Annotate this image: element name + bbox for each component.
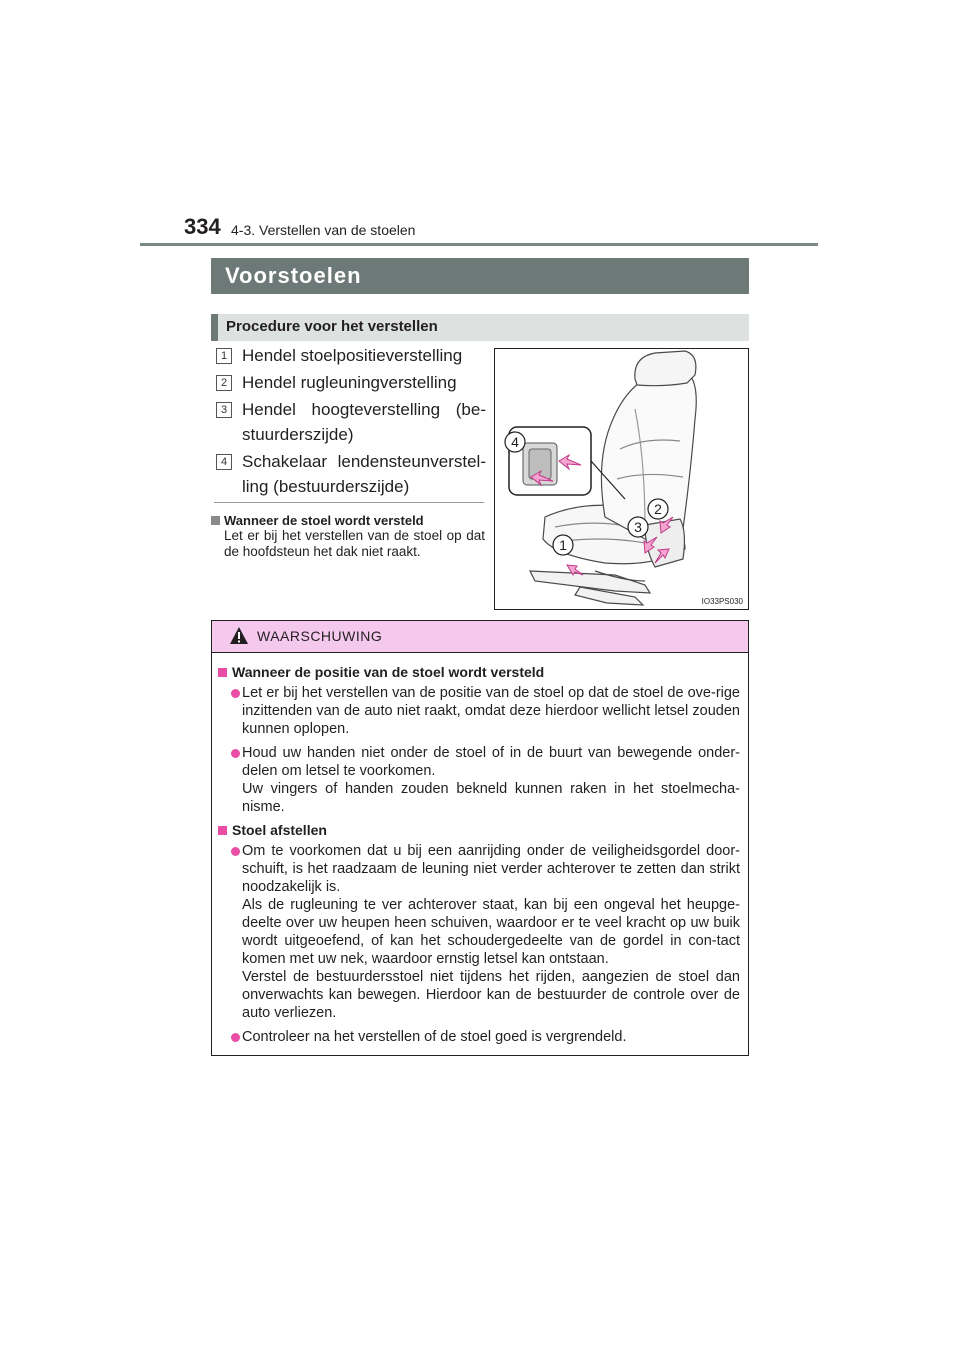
- legend-number: 4: [216, 454, 232, 470]
- legend-item: [214, 370, 486, 395]
- legend-text: Hendel hoogteverstelling (be-stuurderszijde): [242, 400, 486, 444]
- legend-text: Hendel stoelpositieverstelling: [242, 346, 463, 365]
- bullet-dot-icon: [231, 749, 240, 758]
- warning-item: [218, 684, 740, 738]
- legend-text: Hendel rugleuningverstelling: [242, 373, 457, 392]
- legend-number: 3: [216, 402, 232, 418]
- legend-text: Schakelaar lendensteunverstel-ling (bestuurderszijde): [242, 452, 486, 496]
- warning-text: Uw vingers of handen zouden bekneld kunnen raken in het stoelmecha-nisme.: [242, 781, 740, 815]
- page-number: 334: [184, 214, 221, 239]
- figure-code: IO33PS030: [701, 597, 743, 606]
- legend-list: [214, 343, 486, 501]
- note-title-text: Wanneer de stoel wordt versteld: [224, 513, 424, 528]
- warning-subheading: [218, 822, 740, 838]
- legend-item: [214, 449, 486, 499]
- bullet-dot-icon: [231, 689, 240, 698]
- legend-number: 2: [216, 375, 232, 391]
- callout-2: 2: [654, 501, 662, 517]
- legend-number: 1: [216, 348, 232, 364]
- warning-item: [218, 1028, 740, 1046]
- square-bullet-icon: [218, 826, 227, 835]
- legend-item: [214, 343, 486, 368]
- seat-illustration: [495, 349, 748, 609]
- warning-subheading: [218, 664, 740, 680]
- subsection-title: Procedure voor het verstellen: [211, 314, 749, 341]
- warning-body: [212, 653, 748, 1046]
- warning-text: Houd uw handen niet onder de stoel of in de buurt van bewegende onder-delen om letsel te voorkomen.: [242, 745, 740, 779]
- note-body: Let er bij het verstellen van de stoel op dat de hoofdsteun het dak niet raakt.: [224, 528, 485, 559]
- warning-text: Als de rugleuning te ver achterover staat, kan bij een ongeval het heupge-deelte over uw heupen heen schuiven, waardoor er te veel kracht op uw buik wordt uitgeoefend, of kan het schoudergedeelte van de gordel in con-tact komen met uw nek, waardoor ernstig letsel kan ontstaan.: [242, 897, 740, 967]
- header-rule: [140, 243, 818, 246]
- note-title: [211, 513, 485, 528]
- chapter-title: 4-3. Verstellen van de stoelen: [231, 222, 416, 238]
- warning-text: Let er bij het verstellen van de positie van de stoel op dat de stoel de ove-rige inzittenden van de auto niet raakt, omdat deze hierdoor wellicht letsel zouden kunnen oplopen.: [242, 685, 740, 737]
- warning-subheading-text: Stoel afstellen: [232, 822, 327, 838]
- warning-text: Verstel de bestuurdersstoel niet tijdens het rijden, aangezien de stoel dan onverwachts kan bewegen. Hierdoor kan de bestuurder de controle over de auto verliezen.: [242, 969, 740, 1021]
- warning-triangle-icon: [229, 626, 249, 645]
- seat-figure: [494, 348, 749, 610]
- callout-1: 1: [559, 537, 567, 553]
- legend-divider: [214, 502, 484, 503]
- legend-item: [214, 397, 486, 447]
- callout-3: 3: [634, 519, 642, 535]
- warning-label: WAARSCHUWING: [257, 628, 383, 644]
- callout-4: 4: [511, 434, 519, 450]
- warning-item: [218, 744, 740, 816]
- bullet-dot-icon: [231, 847, 240, 856]
- section-title: Voorstoelen: [211, 258, 749, 294]
- warning-subheading-text: Wanneer de positie van de stoel wordt versteld: [232, 664, 545, 680]
- note-block: [211, 513, 485, 560]
- warning-box: [211, 620, 749, 1056]
- square-bullet-icon: [218, 668, 227, 677]
- bullet-dot-icon: [231, 1033, 240, 1042]
- warning-item: [218, 842, 740, 1022]
- warning-header: [212, 621, 748, 653]
- warning-text: Om te voorkomen dat u bij een aanrijding onder de veiligheidsgordel door-schuift, is het raadzaam de leuning niet verder achterover te zetten dan strikt noodzakelijk is.: [242, 843, 740, 895]
- warning-text: Controleer na het verstellen of de stoel goed is vergrendeld.: [242, 1029, 627, 1045]
- square-bullet-icon: [211, 516, 220, 525]
